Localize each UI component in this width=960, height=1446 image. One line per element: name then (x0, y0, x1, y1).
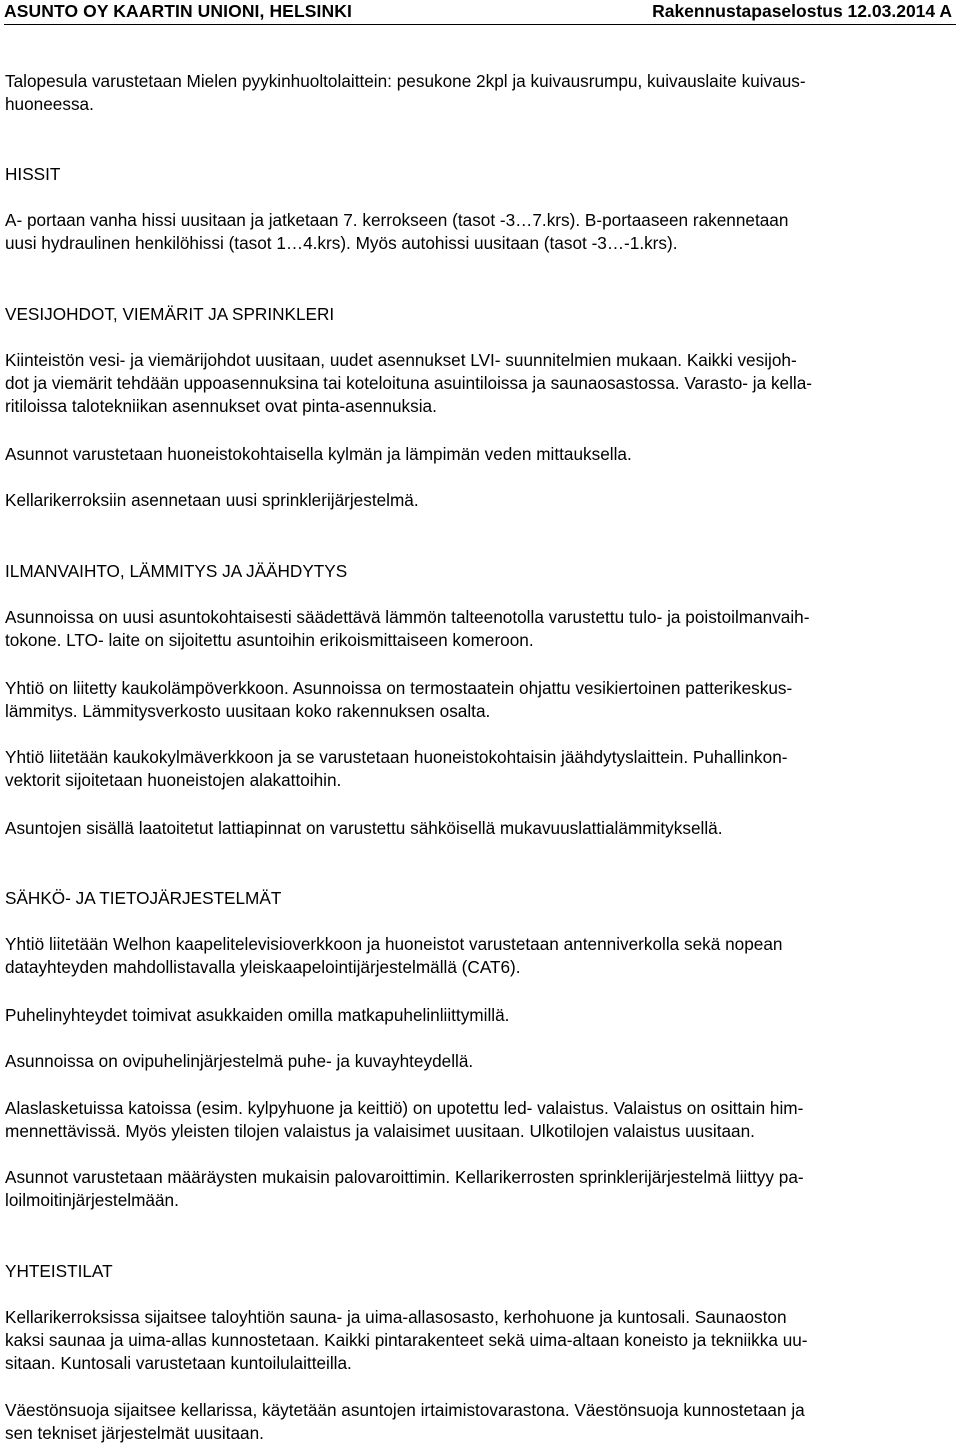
paragraph-line: Puhelinyhteydet toimivat asukkaiden omilla matkapuhelinliittymillä. (5, 1005, 510, 1025)
paragraph-line: dot ja viemärit tehdään uppoasennuksina tai koteloituna asuintiloissa ja saunaosastossa. Varasto- ja kella- (5, 373, 813, 393)
section-heading-sahko: SÄHKÖ- JA TIETOJÄRJESTELMÄT (5, 888, 282, 908)
section-heading-yhteistilat: YHTEISTILAT (5, 1261, 113, 1281)
paragraph-line: datayhteyden mahdollistavalla yleiskaapelointijärjestelmällä (CAT6). (5, 957, 521, 977)
section-heading-ilmanvaihto: ILMANVAIHTO, LÄMMITYS JA JÄÄHDYTYS (5, 561, 348, 581)
paragraph-line: mennettävissä. Myös yleisten tilojen valaistus ja valaisimet uusitaan. Ulkotilojen valaistus uusitaan. (5, 1121, 755, 1141)
paragraph-line: A- portaan vanha hissi uusitaan ja jatketaan 7. kerrokseen (tasot -3…7.krs). B-portaaseen rakennetaan (5, 210, 789, 230)
paragraph-line: loilmoitinjärjestelmään. (5, 1190, 179, 1210)
page-header (4, 0, 956, 24)
paragraph-line: uusi hydraulinen henkilöhissi (tasot 1…4.krs). Myös autohissi uusitaan (tasot -3…-1.krs). (5, 233, 678, 253)
paragraph-line: lämmitys. Lämmitysverkosto uusitaan koko rakennuksen osalta. (5, 701, 491, 721)
paragraph-line: Asunnot varustetaan määräysten mukaisin palovaroittimin. Kellarikerrosten sprinklerijärjestelmä liittyy pa- (5, 1167, 804, 1187)
paragraph-line: Yhtiö liitetään Welhon kaapelitelevisioverkkoon ja huoneistot varustetaan antenniverkolla sekä nopean (5, 934, 783, 954)
paragraph-line: sitaan. Kuntosali varustetaan kuntoilulaitteilla. (5, 1353, 352, 1373)
paragraph-line: Asuntojen sisällä laatoitetut lattiapinnat on varustettu sähköisellä mukavuuslattialämmityksellä. (5, 818, 723, 838)
paragraph-line: huoneessa. (5, 94, 94, 114)
paragraph-line: Kellarikerroksissa sijaitsee taloyhtiön sauna- ja uima-allasosasto, kerhohuone ja kuntosali. Saunaoston (5, 1307, 787, 1327)
paragraph-line: kaksi saunaa ja uima-allas kunnostetaan. Kaikki pintarakenteet sekä uima-altaan koneisto ja tekniikka uu- (5, 1330, 808, 1350)
paragraph-line: tokone. LTO- laite on sijoitettu asuntoihin erikoismittaiseen komeroon. (5, 630, 534, 650)
paragraph-line: Väestönsuoja sijaitsee kellarissa, käytetään asuntojen irtaimistovarastona. Väestönsuoja kunnostetaan ja (5, 1400, 805, 1420)
section-heading-hissit: HISSIT (5, 164, 61, 184)
paragraph-line: Alaslasketuissa katoissa (esim. kylpyhuone ja keittiö) on upotettu led- valaistus. Valaistus on osittain him- (5, 1098, 804, 1118)
paragraph-line: Asunnoissa on ovipuhelinjärjestelmä puhe- ja kuvayhteydellä. (5, 1051, 474, 1071)
paragraph-line: Talopesula varustetaan Mielen pyykinhuoltolaittein: pesukone 2kpl ja kuivausrumpu, kuivauslaite kuivaus- (5, 71, 806, 91)
paragraph-line: Kiinteistön vesi- ja viemärijohdot uusitaan, uudet asennukset LVI- suunnitelmien mukaan. Kaikki vesijoh- (5, 350, 797, 370)
header-divider (4, 24, 956, 25)
header-doc-title: Rakennustapaselostus 12.03.2014 A (652, 1, 952, 21)
paragraph-line: Yhtiö on liitetty kaukolämpöverkkoon. Asunnoissa on termostaatein ohjattu vesikiertoinen patterikeskus- (5, 678, 793, 698)
paragraph-line: Asunnoissa on uusi asuntokohtaisesti säädettävä lämmön talteenotolla varustettu tulo- ja poistoilmanvaih- (5, 607, 810, 627)
paragraph-line: sen tekniset järjestelmät uusitaan. (5, 1423, 264, 1443)
paragraph-line: ritiloissa talotekniikan asennukset ovat pinta-asennuksia. (5, 396, 437, 416)
header-company: ASUNTO OY KAARTIN UNIONI, HELSINKI (4, 1, 352, 21)
paragraph-line: Asunnot varustetaan huoneistokohtaisella kylmän ja lämpimän veden mittauksella. (5, 444, 632, 464)
section-heading-vesijohdot: VESIJOHDOT, VIEMÄRIT JA SPRINKLERI (5, 304, 335, 324)
paragraph-line: vektorit sijoitetaan huoneistojen alakattoihin. (5, 770, 342, 790)
paragraph-line: Yhtiö liitetään kaukokylmäverkkoon ja se varustetaan huoneistokohtaisin jäähdytyslaittein. Puhallinkon- (5, 747, 788, 767)
paragraph-line: Kellarikerroksiin asennetaan uusi sprinklerijärjestelmä. (5, 490, 419, 510)
